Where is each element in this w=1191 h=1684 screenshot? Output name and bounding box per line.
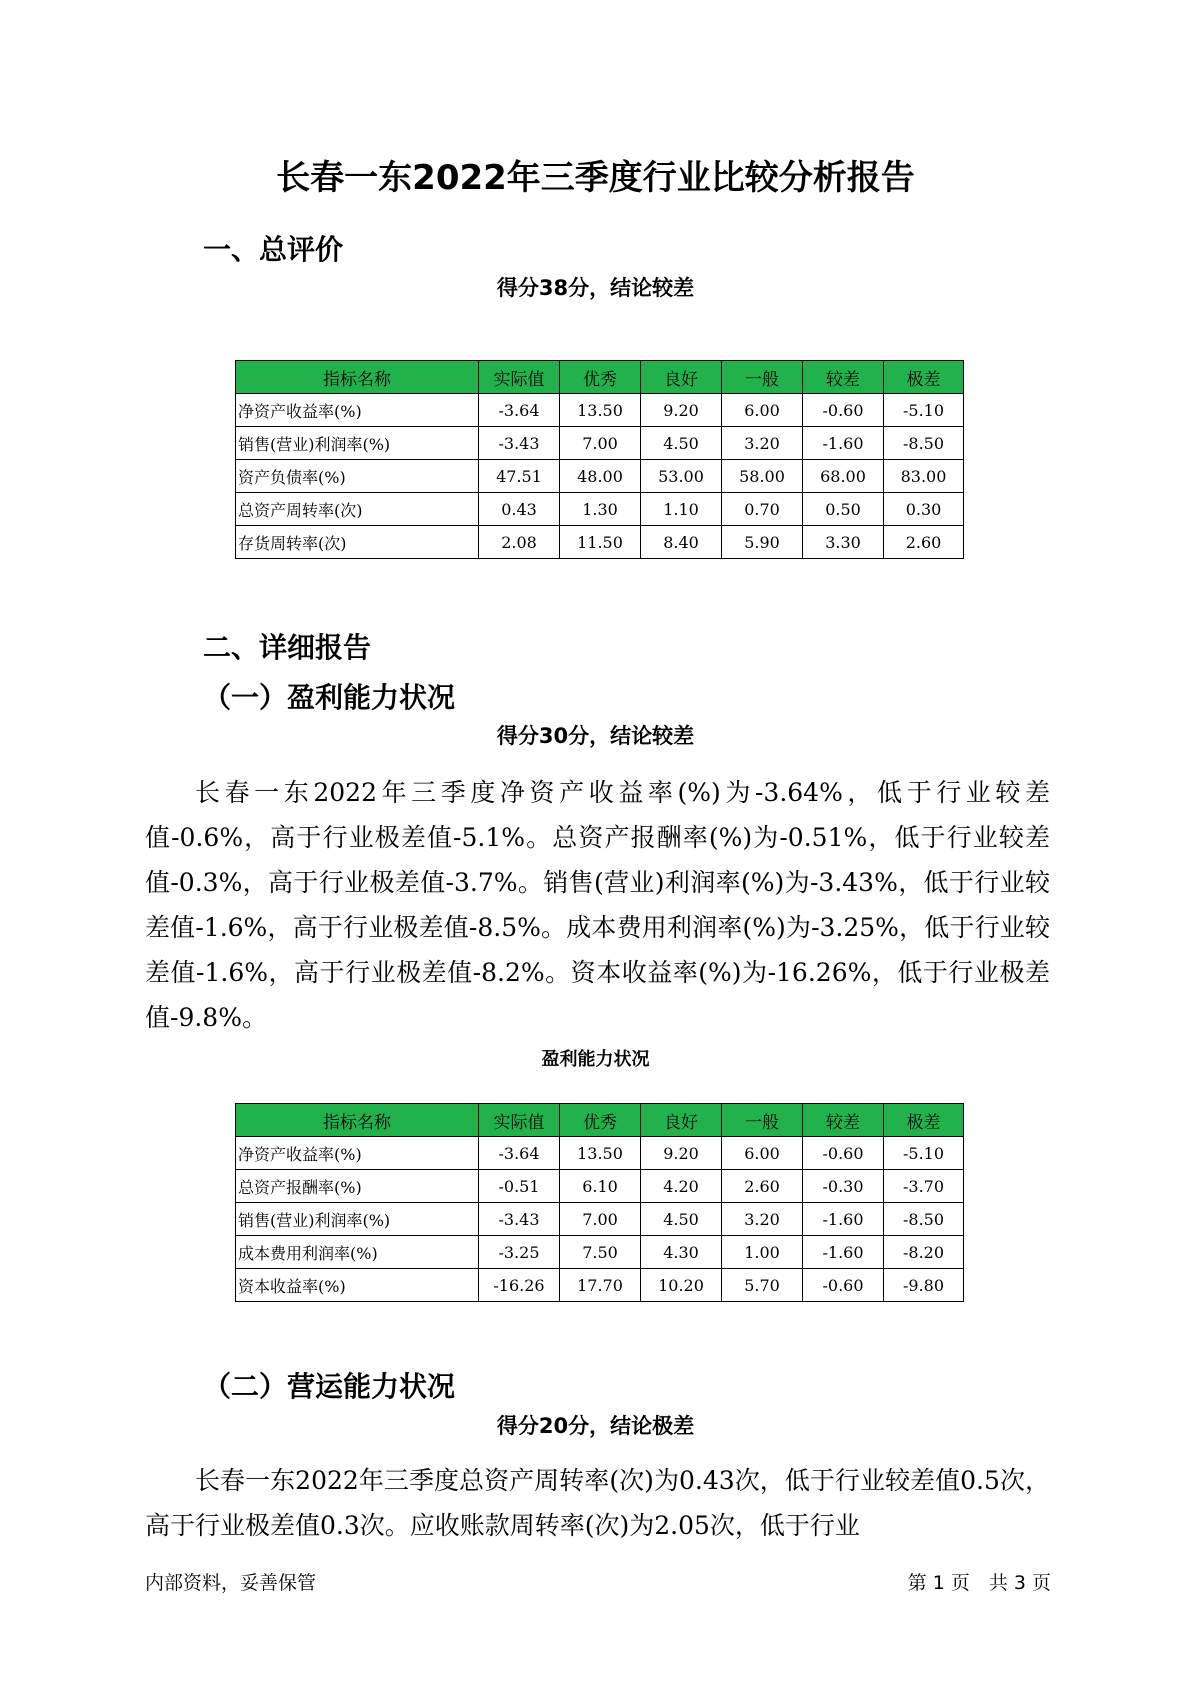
value-cell: -0.60 [803, 394, 884, 427]
value-cell: 5.90 [722, 526, 803, 559]
value-cell: -8.50 [884, 1203, 964, 1236]
column-header: 实际值 [479, 361, 560, 394]
value-cell: -3.64 [479, 1137, 560, 1170]
value-cell: 2.60 [722, 1170, 803, 1203]
table-row [236, 394, 964, 427]
indicator-name-cell: 净资产收益率(%) [236, 1137, 479, 1170]
table-row [236, 1236, 964, 1269]
value-cell: 47.51 [479, 460, 560, 493]
value-cell: 1.00 [722, 1236, 803, 1269]
section-heading-detail: 二、详细报告 [203, 631, 372, 664]
value-cell: 9.20 [641, 394, 722, 427]
value-cell: -5.10 [884, 1137, 964, 1170]
value-cell: 17.70 [560, 1269, 641, 1302]
value-cell: 6.00 [722, 394, 803, 427]
value-cell: 6.10 [560, 1170, 641, 1203]
table-row [236, 493, 964, 526]
value-cell: 48.00 [560, 460, 641, 493]
column-header: 一般 [722, 1104, 803, 1137]
value-cell: -0.51 [479, 1170, 560, 1203]
value-cell: 4.20 [641, 1170, 722, 1203]
value-cell: 53.00 [641, 460, 722, 493]
indicator-name-cell: 资本收益率(%) [236, 1269, 479, 1302]
indicator-name-cell: 总资产报酬率(%) [236, 1170, 479, 1203]
value-cell: 3.30 [803, 526, 884, 559]
page-title: 长春一东2022年三季度行业比较分析报告 [276, 158, 915, 198]
indicator-name-cell: 销售(营业)利润率(%) [236, 1203, 479, 1236]
paragraph-text: 长春一东2022年三季度净资产收益率(%)为-3.64%，低于行业较差值-0.6%，高于行业极差值-5.1%。总资产报酬率(%)为-0.51%，低于行业较差值-0.3%，高于行业极差值-3.7%。销售(营业)利润率(%)为-3.43%，低于行业较差值-1.6%，高于行业极差值-8.5%。成本费用利润率(%)为-3.25%，低于行业较差值-1.6%，高于行业极差值-8.2%。资本收益率(%)为-16.26%，低于行业极差值-9.8%。 [145, 778, 1050, 1032]
footer-page-number: 第 1 页 共 3 页 [907, 1572, 1051, 1594]
column-header: 良好 [641, 361, 722, 394]
profitability-paragraph [145, 770, 1050, 1040]
column-header: 优秀 [560, 1104, 641, 1137]
table-row [236, 1170, 964, 1203]
value-cell: -3.43 [479, 1203, 560, 1236]
value-cell: 11.50 [560, 526, 641, 559]
value-cell: 4.30 [641, 1236, 722, 1269]
value-cell: 2.60 [884, 526, 964, 559]
value-cell: 0.70 [722, 493, 803, 526]
operation-score: 得分20分，结论极差 [496, 1414, 695, 1438]
value-cell: 13.50 [560, 1137, 641, 1170]
column-header: 指标名称 [236, 361, 479, 394]
value-cell: 9.20 [641, 1137, 722, 1170]
indicator-name-cell: 存货周转率(次) [236, 526, 479, 559]
value-cell: -8.20 [884, 1236, 964, 1269]
profitability-table [235, 1103, 964, 1302]
value-cell: -5.10 [884, 394, 964, 427]
column-header: 优秀 [560, 361, 641, 394]
paragraph-text: 长春一东2022年三季度总资产周转率(次)为0.43次，低于行业较差值0.5次，高于行业极差值0.3次。应收账款周转率(次)为2.05次，低于行业 [145, 1466, 1050, 1540]
value-cell: -3.25 [479, 1236, 560, 1269]
column-header: 指标名称 [236, 1104, 479, 1137]
table-row [236, 1137, 964, 1170]
overall-score: 得分38分，结论较差 [496, 276, 695, 300]
value-cell: 8.40 [641, 526, 722, 559]
value-cell: 10.20 [641, 1269, 722, 1302]
indicator-name-cell: 净资产收益率(%) [236, 394, 479, 427]
value-cell: -3.70 [884, 1170, 964, 1203]
value-cell: 1.10 [641, 493, 722, 526]
table-row [236, 1269, 964, 1302]
subsection-heading-operation: （二）营运能力状况 [203, 1370, 456, 1403]
indicator-name-cell: 成本费用利润率(%) [236, 1236, 479, 1269]
value-cell: 6.00 [722, 1137, 803, 1170]
column-header: 极差 [884, 361, 964, 394]
value-cell: 3.20 [722, 427, 803, 460]
overall-table [235, 360, 964, 559]
value-cell: 7.00 [560, 427, 641, 460]
value-cell: 2.08 [479, 526, 560, 559]
value-cell: -1.60 [803, 427, 884, 460]
value-cell: 0.30 [884, 493, 964, 526]
value-cell: -1.60 [803, 1203, 884, 1236]
value-cell: -1.60 [803, 1236, 884, 1269]
value-cell: -9.80 [884, 1269, 964, 1302]
table-header-row [236, 1104, 964, 1137]
value-cell: -3.64 [479, 394, 560, 427]
column-header: 良好 [641, 1104, 722, 1137]
operation-paragraph [145, 1458, 1050, 1548]
section-heading-overall: 一、总评价 [203, 233, 344, 266]
value-cell: 83.00 [884, 460, 964, 493]
subsection-heading-profitability: （一）盈利能力状况 [203, 681, 456, 714]
profitability-table-caption: 盈利能力状况 [541, 1049, 650, 1070]
value-cell: 3.20 [722, 1203, 803, 1236]
value-cell: 1.30 [560, 493, 641, 526]
value-cell: -16.26 [479, 1269, 560, 1302]
value-cell: -0.60 [803, 1269, 884, 1302]
value-cell: 7.00 [560, 1203, 641, 1236]
table-header-row [236, 361, 964, 394]
table-row [236, 427, 964, 460]
value-cell: 13.50 [560, 394, 641, 427]
column-header: 实际值 [479, 1104, 560, 1137]
indicator-name-cell: 总资产周转率(次) [236, 493, 479, 526]
column-header: 一般 [722, 361, 803, 394]
value-cell: -0.30 [803, 1170, 884, 1203]
value-cell: -3.43 [479, 427, 560, 460]
value-cell: 7.50 [560, 1236, 641, 1269]
column-header: 较差 [803, 361, 884, 394]
table-row [236, 526, 964, 559]
indicator-name-cell: 资产负债率(%) [236, 460, 479, 493]
value-cell: 4.50 [641, 427, 722, 460]
indicator-name-cell: 销售(营业)利润率(%) [236, 427, 479, 460]
value-cell: -0.60 [803, 1137, 884, 1170]
value-cell: -8.50 [884, 427, 964, 460]
table-row [236, 460, 964, 493]
column-header: 较差 [803, 1104, 884, 1137]
column-header: 极差 [884, 1104, 964, 1137]
value-cell: 58.00 [722, 460, 803, 493]
profitability-score: 得分30分，结论较差 [496, 724, 695, 748]
footer-confidential: 内部资料，妥善保管 [145, 1572, 317, 1594]
value-cell: 5.70 [722, 1269, 803, 1302]
value-cell: 0.43 [479, 493, 560, 526]
table-row [236, 1203, 964, 1236]
value-cell: 4.50 [641, 1203, 722, 1236]
value-cell: 0.50 [803, 493, 884, 526]
value-cell: 68.00 [803, 460, 884, 493]
